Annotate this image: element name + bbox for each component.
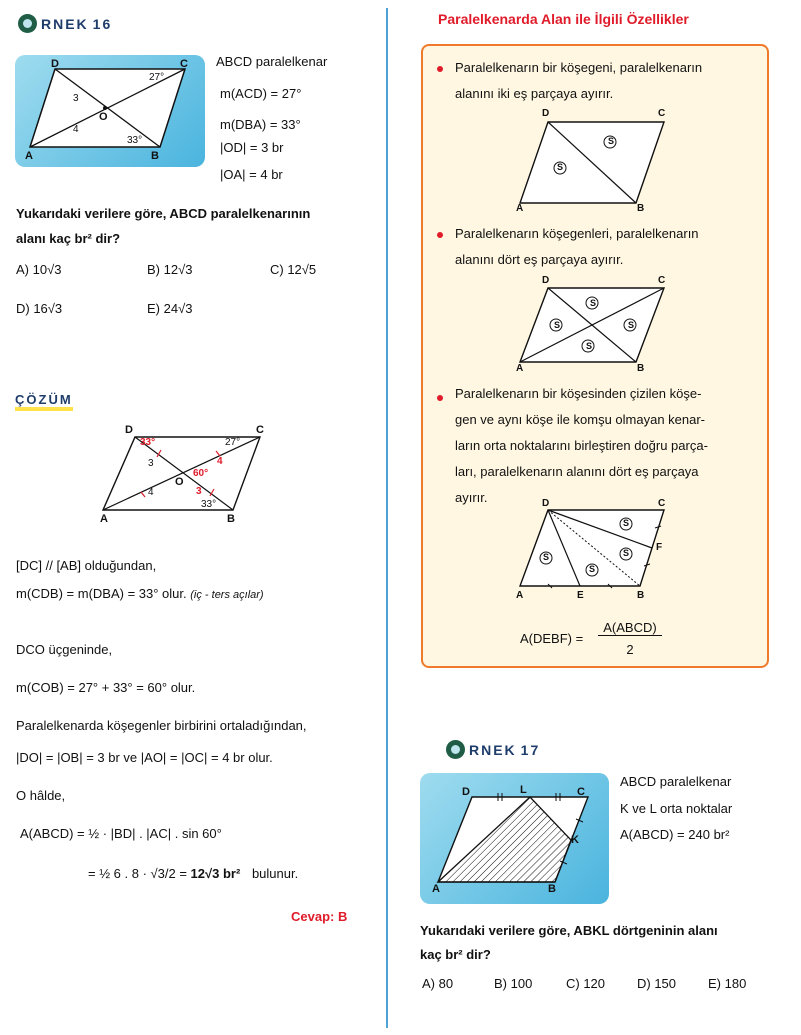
property-text: alanını dört eş parçaya ayırır.	[455, 252, 624, 267]
solution-line: A(ABCD) = ½ · |BD| . |AC| . sin 60°	[20, 826, 222, 841]
solution-result: 12√3 br²	[190, 866, 241, 881]
section-title: Paralelkenarda Alan ile İlgili Özellikler	[438, 11, 689, 27]
bullet-icon	[437, 395, 443, 401]
solution-text: m(CDB) = m(DBA) = 33° olur.	[16, 586, 187, 601]
label-b: B	[548, 883, 556, 895]
given-line: ABCD paralelkenar	[216, 54, 328, 69]
label-l: L	[520, 784, 527, 796]
formula-numerator: A(ABCD)	[598, 620, 662, 636]
label-c: C	[658, 498, 666, 509]
label-seg-4: 4	[217, 456, 223, 467]
choice-a: A) 10√3	[16, 262, 62, 277]
formula-left: A(DEBF) =	[520, 631, 584, 646]
solution-text: bulunur.	[251, 866, 299, 881]
property-text: Paralelkenarın bir köşegeni, paralelkenarın	[455, 60, 703, 75]
solution-line	[88, 866, 298, 881]
label-b: B	[637, 363, 645, 374]
label-b: B	[151, 150, 159, 162]
ornek-logo-icon	[18, 14, 37, 33]
ornek-logo-text: RNEK	[41, 15, 89, 32]
property-text: alanını iki eş parçaya ayırır.	[455, 86, 614, 101]
formula-denominator: 2	[626, 642, 634, 657]
choice-b: B) 100	[494, 976, 533, 991]
figure-one-diagonal	[518, 120, 668, 210]
label-a: A	[100, 513, 108, 525]
label-a: A	[516, 363, 524, 374]
solution-line: m(COB) = 27° + 33° = 60° olur.	[16, 680, 196, 695]
solution-line: [DC] // [AB] olduğundan,	[16, 558, 157, 573]
label-d: D	[542, 498, 550, 509]
given-line: m(DBA) = 33°	[220, 117, 301, 132]
ornek-number: 16	[92, 15, 113, 32]
label-b: B	[637, 590, 645, 601]
label-b: B	[227, 513, 235, 525]
solution-line: DCO üçgeninde,	[16, 642, 113, 657]
equal-area-label: S	[608, 136, 615, 146]
label-d: D	[542, 108, 550, 119]
answer-label: Cevap: B	[291, 909, 348, 924]
label-seg-4: 4	[148, 487, 154, 498]
ornek-logo-icon	[446, 740, 465, 759]
label-angle-33: 33°	[140, 437, 156, 448]
label-seg-3: 3	[73, 93, 79, 104]
solution-line: O hâlde,	[16, 788, 66, 803]
equal-area-label: S	[628, 320, 635, 330]
solution-line	[16, 586, 264, 601]
bullet-icon	[437, 66, 443, 72]
label-b: B	[637, 203, 645, 214]
label-seg-4: 4	[73, 124, 79, 135]
solution-line: |DO| = |OB| = 3 br ve |AO| = |OC| = 4 br olur.	[16, 750, 273, 765]
property-3	[455, 381, 708, 511]
ornek-logo-text: RNEK	[469, 741, 517, 758]
choice-c: C) 120	[566, 976, 606, 991]
ornek17-question: Yukarıdaki verilere göre, ABKL dörtgeninin alanı	[420, 923, 718, 938]
label-angle-33: 33°	[127, 135, 143, 146]
choice-e: E) 24√3	[147, 301, 193, 316]
choice-a: A) 80	[422, 976, 454, 991]
property-text: Paralelkenarın bir köşesinden çizilen köşe-	[455, 386, 702, 401]
label-e: E	[577, 590, 584, 601]
equal-area-label: S	[557, 162, 564, 172]
label-a: A	[25, 150, 33, 162]
choice-b: B) 12√3	[147, 262, 193, 277]
property-text: ları, paralelkenarın alanını dört eş parçaya	[455, 464, 699, 479]
solution-note: (iç - ters açılar)	[190, 589, 264, 601]
given-line: |OD| = 3 br	[220, 140, 284, 155]
label-c: C	[658, 275, 666, 286]
label-c: C	[256, 424, 264, 436]
equal-area-label: S	[589, 564, 596, 574]
label-angle-33: 33°	[201, 499, 217, 510]
property-text: ların orta noktalarını birleştiren doğru parça-	[455, 438, 708, 453]
cozum-parallelogram	[100, 435, 270, 515]
choice-c: C) 12√5	[270, 262, 317, 277]
equal-area-label: S	[623, 518, 630, 528]
choice-d: D) 16√3	[16, 301, 63, 316]
given-line: ABCD paralelkenar	[620, 774, 732, 789]
given-line: |OA| = 4 br	[220, 167, 283, 182]
label-d: D	[51, 58, 59, 70]
bullet-icon	[437, 232, 443, 238]
choice-e: E) 180	[708, 976, 747, 991]
label-c: C	[658, 108, 666, 119]
cozum-title: ÇÖZÜM	[15, 393, 73, 411]
property-text: ayırır.	[455, 490, 488, 505]
ornek16-question: alanı kaç br² dir?	[16, 231, 121, 246]
ornek16-parallelogram	[15, 55, 205, 167]
ornek16-header	[18, 14, 112, 33]
equal-area-label: S	[554, 320, 561, 330]
ornek-number: 17	[520, 741, 541, 758]
property-text: Paralelkenarın köşegenleri, paralelkenarın	[455, 226, 699, 241]
label-a: A	[432, 883, 440, 895]
equal-area-label: S	[586, 341, 593, 351]
figure-midpoints	[518, 508, 668, 590]
label-d: D	[462, 786, 470, 798]
column-divider	[386, 8, 388, 1028]
label-d: D	[542, 275, 550, 286]
label-a: A	[516, 590, 524, 601]
given-line: m(ACD) = 27°	[220, 86, 302, 101]
choice-d: D) 150	[637, 976, 677, 991]
property-text: gen ve aynı köşe ile komşu olmayan kenar-	[455, 412, 706, 427]
label-angle-27: 27°	[149, 72, 165, 83]
ornek17-header	[446, 740, 540, 759]
label-o: O	[175, 476, 184, 488]
solution-text: = ½ 6 . 8 · √3/2 =	[88, 866, 187, 881]
property-1	[455, 55, 702, 107]
property-2	[455, 221, 699, 273]
label-c: C	[180, 58, 188, 70]
label-angle-27: 27°	[225, 437, 241, 448]
given-line: A(ABCD) = 240 br²	[620, 827, 730, 842]
label-k: K	[571, 834, 579, 846]
label-seg-3: 3	[196, 486, 202, 497]
label-seg-3: 3	[148, 458, 154, 469]
given-line: K ve L orta noktalar	[620, 801, 733, 816]
equal-area-label: S	[543, 552, 550, 562]
equal-area-label: S	[623, 548, 630, 558]
label-angle-60: 60°	[193, 468, 209, 479]
label-a: A	[516, 203, 524, 214]
solution-line: Paralelkenarda köşegenler birbirini ortaladığından,	[16, 718, 307, 733]
label-o: O	[99, 111, 108, 123]
ornek16-question: Yukarıdaki verilere göre, ABCD paralelkenarının	[16, 206, 311, 221]
label-f: F	[656, 542, 663, 553]
label-c: C	[577, 786, 585, 798]
equal-area-label: S	[590, 298, 597, 308]
label-d: D	[125, 424, 133, 436]
ornek17-question: kaç br² dir?	[420, 947, 491, 962]
